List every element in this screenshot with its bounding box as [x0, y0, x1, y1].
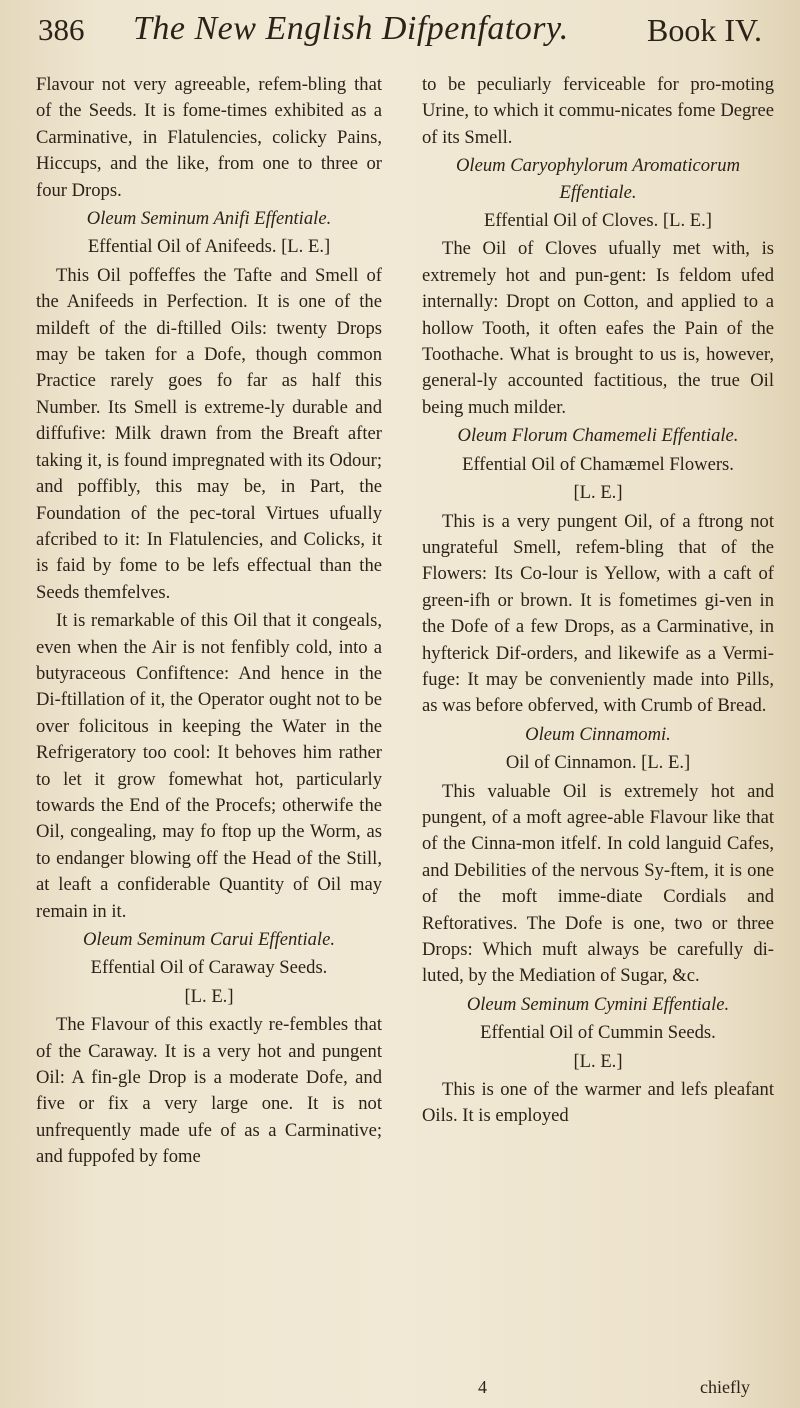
cinnamon-paragraph: This valuable Oil is extremely hot and pungent, of a moft agree-able Flavour like that of the Cinna-mon itfelf. In cold languid Cafes, and Debilities of the nervous Sy-ftem, it is one of the moft imme-diate Cordials and Reftoratives. The Dofe is one, two or three Drops: Which muft always be carefully di-luted, by the Mediation of Sugar, &c. — [422, 780, 774, 987]
page-header — [38, 8, 762, 56]
anise-heading: Oleum Seminum Anifi Effentiale. — [86, 208, 332, 230]
caraway-heading: Oleum Seminum Carui Effentiale. — [82, 929, 335, 950]
anise-paragraph: This Oil poffeffes the Tafte and Smell of the Anifeeds in Perfection. It is one of the mildeft of the di-ftilled Oils: twenty Drops may be taken for a Dofe, though common Practice rarely goes fo far as half this Number. Its Smell is extreme-ly durable and diffufive: Milk drawn from the Breaft after taking it, is found impregnated with its Odour; and poffibly, this may be, in Part, the Foundation of the pec-toral Virtues ufually afcribed to it: In Flatulencies, and Colicks, it is faid by fome to be lefs effectual than the Seeds themfelves. — [36, 264, 383, 603]
cinnamon-subheading: Oil of Cinnamon. [L. E.] — [505, 752, 691, 774]
book-number: Book IV. — [647, 12, 762, 48]
anise-paragraph-2: It is remarkable of this Oil that it congeals, even when the Air is not fenfibly cold, into a butyraceous Confiftence: And hence in the Di-ftillation of it, the Operator ought not to be over folicitous in keeping the Water in the Refrigeratory too cool: It behoves him rather to let it grow fomewhat hot, particularly towards the End of the Procefs; otherwife the Oil, congealing, may fo ftop up the Worm, as to endanger blowing off the Head of the Still, at leaft a confiderable Quantity of Oil may remain in it. — [36, 610, 382, 922]
right-column — [422, 72, 774, 1132]
signature-mark: 4 — [478, 1377, 487, 1397]
anise-subheading: Effential Oil of Anifeeds. [L. E.] — [87, 236, 331, 258]
left-column — [36, 72, 382, 1173]
cummin-subheading: Effential Oil of Cummin Seeds. — [480, 1022, 716, 1044]
caraway-subheading: Effential Oil of Caraway Seeds. — [90, 957, 328, 979]
cloves-paragraph: The Oil of Cloves ufually met with, is extremely hot and pun-gent: Is feldom ufed internally: Dropt on Cotton, and applied to a hollow Tooth, it often eafes the Pain of the Toothache. What is brought to us is, however, general-ly accounted factitious, the true Oil being much milder. — [422, 238, 774, 418]
cummin-source-tag: [L. E.] — [573, 1050, 623, 1072]
left-intro-paragraph: Flavour not very agreeable, refem-bling that of the Seeds. It is fome-times exhibited as a Carminative, in Flatulencies, colicky Pains, Hiccups, and the like, from one to three or four Drops. — [36, 74, 382, 201]
cloves-subheading: Effential Oil of Cloves. [L. E.] — [484, 210, 712, 232]
chamomile-source-tag: [L. E.] — [573, 482, 623, 504]
cloves-heading: Oleum Caryophylorum Aromaticorum Effentiale. — [455, 155, 741, 203]
cinnamon-heading: Oleum Cinnamomi. — [525, 723, 671, 745]
cummin-paragraph: This is one of the warmer and lefs pleafant Oils. It is employed — [422, 1079, 774, 1127]
running-title: The New English Difpenfatory. — [133, 10, 569, 47]
cummin-heading: Oleum Seminum Cymini Effentiale. — [466, 993, 730, 1015]
chamomile-paragraph: This is a very pungent Oil, of a ftrong not ungrateful Smell, refem-bling that of the Flowers: Its Co-lour is Yellow, with a caft of green-ifh or brown. It is fometimes gi-ven in the Dofe of a few Drops, as a Carminative, in hyfterick Dif-orders, and likewife as a Vermi-fuge: It may be conveniently made into Pills, as was before obferved, with Crumb of Bread. — [422, 510, 774, 717]
chamomile-heading: Oleum Florum Chamemeli Effentiale. — [457, 425, 739, 447]
page-number: 386 — [38, 12, 85, 47]
caraway-paragraph: The Flavour of this exactly re-fembles that of the Caraway. It is a very hot and pungent Oil: A fin-gle Drop is a moderate Dofe, and five or fix a very large one. It is not unfrequently made ufe of as a Carminative; and fuppofed by fome — [36, 1014, 382, 1168]
caraway-source-tag: [L. E.] — [184, 985, 234, 1007]
catchword: chiefly — [700, 1377, 750, 1397]
chamomile-subheading: Effential Oil of Chamæmel Flowers. — [462, 453, 734, 475]
right-intro-paragraph: to be peculiarly ferviceable for pro-moting Urine, to which it commu-nicates fome Degree of its Smell. — [422, 74, 774, 148]
